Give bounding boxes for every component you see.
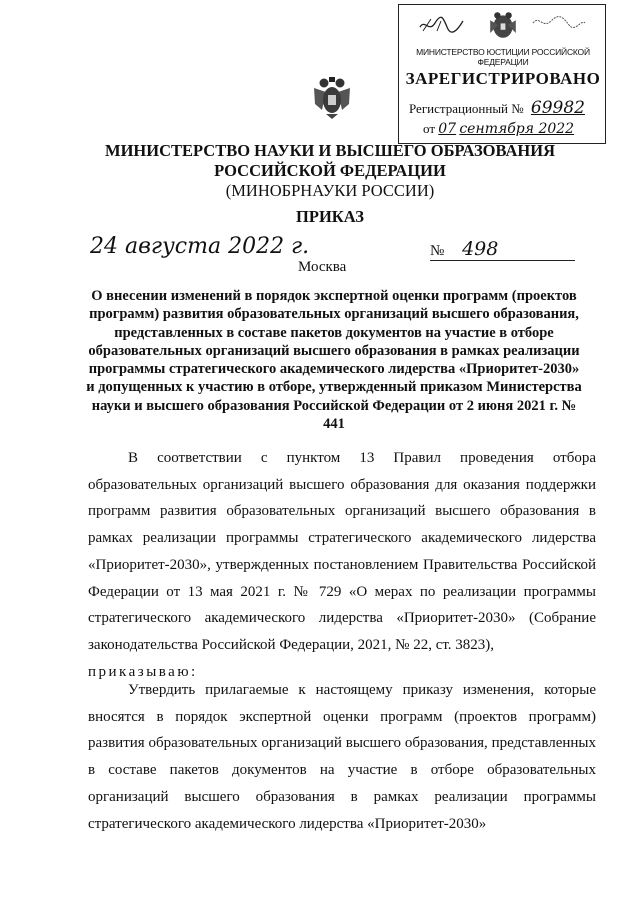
- order-number-label: №: [430, 243, 445, 259]
- stamp-date-day: 07: [438, 121, 457, 137]
- coat-of-arms-icon: [312, 76, 352, 120]
- stamp-reg-label: Регистрационный №: [409, 101, 524, 116]
- order-verb: приказываю:: [88, 663, 198, 680]
- ministry-short-name: (МИНОБРНАУКИ РОССИИ): [225, 181, 435, 200]
- order-number: 498: [462, 238, 499, 260]
- stamp-date-prefix: от: [423, 121, 436, 136]
- ministry-name-line1: МИНИСТЕРСТВО НАУКИ И ВЫСШЕГО ОБРАЗОВАНИЯ: [105, 141, 555, 160]
- order-city: Москва: [298, 259, 347, 275]
- paragraph-text: В соответствии с пунктом 13 Правил проведения отбора образовательных организаций высшего образования для оказания поддержки программ развития образовательных организаций высшего образования в рамках реализации программы стратегического академического лидерства «Приоритет-2030», утвержденных постановлением Правительства Российской Федерации от 13 мая 2021 г. № 729 «О мерах по реализации программы стратегического академического лидерства «Приоритет-2030» (Собрание законодательства Российской Федерации, 2021, № 22, ст. 3823),: [88, 450, 596, 653]
- stamp-title: ЗАРЕГИСТРИРОВАНО: [405, 69, 601, 88]
- stamp-date-month-year: сентября 2022: [459, 121, 575, 137]
- registration-stamp: [398, 4, 606, 144]
- stamp-organization: МИНИСТЕРСТВО ЮСТИЦИИ РОССИЙСКОЙ ФЕДЕРАЦИИ: [416, 47, 590, 67]
- ministry-header: [60, 141, 600, 201]
- eagle-emblem-icon: [487, 9, 519, 41]
- document-type: ПРИКАЗ: [296, 207, 364, 226]
- stamp-reg-number: 69982: [530, 98, 586, 118]
- order-date: 24 августа 2022 г.: [90, 234, 310, 259]
- stamp-date-line: [423, 121, 574, 137]
- order-number-line: [430, 238, 575, 261]
- stamp-registration-line: [409, 98, 585, 118]
- body-paragraph: Утвердить прилагаемые к настоящему приказу изменения, которые вносятся в порядок экспертной оценки программ (проектов программ) развития образовательных организаций высшего образования, представленных в составе пакетов документов на участие в отборе образовательных организаций высшего образования в рамках реализации программы стратегического академического лидерства «Приоритет-2030»: [88, 682, 596, 832]
- signature-scribble-icon: [529, 11, 589, 35]
- order-subject: О внесении изменений в порядок экспертной оценки программ (проектов программ) развития образовательных организаций высшего образования, представленных в составе пакетов документов на участие в отборе образовательных организаций высшего образования в рамках реализации программы стратегического академического лидерства «Приоритет-2030» и допущенных к участию в отборе, утвержденный приказом Министерства науки и высшего образования Российской Федерации от 2 июня 2021 г. № 441: [86, 288, 582, 433]
- ministry-name-line2: РОССИЙСКОЙ ФЕДЕРАЦИИ: [214, 161, 446, 180]
- body-paragraph: [88, 445, 596, 685]
- signature-scribble-icon: [417, 13, 467, 37]
